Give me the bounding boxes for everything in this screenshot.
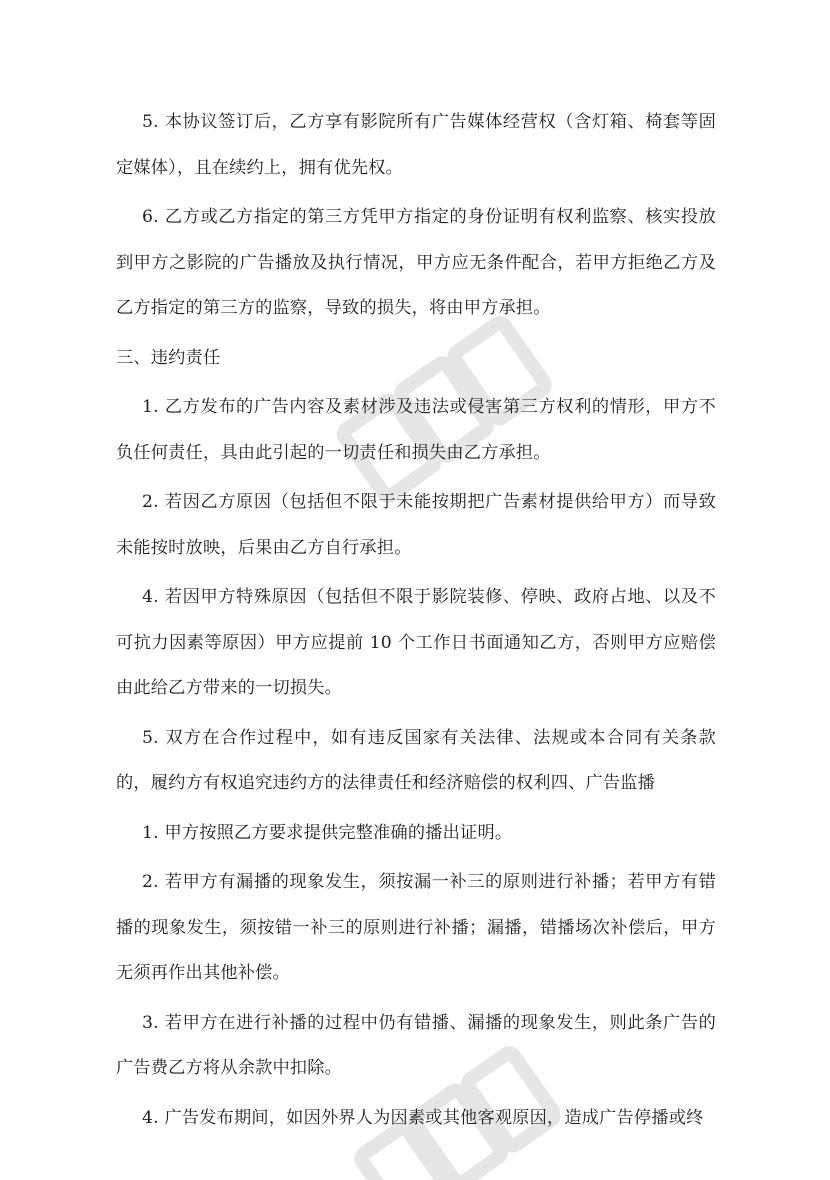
monitoring-clause-2: 2. 若甲方有漏播的现象发生，须按漏一补三的原则进行补播；若甲方有错播的现象发生，须按错一补三的原则进行补播；漏播，错播场次补偿后，甲方无须再作出其他补偿。 xyxy=(116,872,716,983)
breach-clause-1: 1. 乙方发布的广告内容及素材涉及违法或侵害第三方权利的情形，甲方不负任何责任，具由此引起的一切责任和损失由乙方承担。 xyxy=(116,397,716,463)
monitoring-clause-1: 1. 甲方按照乙方要求提供完整准确的播出证明。 xyxy=(142,822,513,843)
document-body xyxy=(116,100,716,1145)
section-heading-breach-liability: 三、违约责任 xyxy=(116,347,221,368)
clause-5-advertising-rights: 5. 本协议签订后，乙方享有影院所有广告媒体经营权（含灯箱、椅套等固定媒体），且在续约上，拥有优先权。 xyxy=(116,112,716,178)
monitoring-clause-4: 4. 广告发布期间，如因外界人为因素或其他客观原因，造成广告停播或终 xyxy=(142,1107,704,1128)
monitoring-clause-3: 3. 若甲方在进行补播的过程中仍有错播、漏播的现象发生，则此条广告的广告费乙方将从余款中扣除。 xyxy=(116,1012,716,1078)
breach-clause-4: 4. 若因甲方特殊原因（包括但不限于影院装修、停映、政府占地、以及不可抗力因素等原因）甲方应提前 10 个工作日书面通知乙方，否则甲方应赔偿由此给乙方带来的一切损失。 xyxy=(116,587,716,698)
breach-clause-5: 5. 双方在合作过程中，如有违反国家有关法律、法规或本合同有关条款的，履约方有权追究违约方的法律责任和经济赔偿的权利四、广告监播 xyxy=(116,727,716,793)
clause-6-supervision-rights: 6. 乙方或乙方指定的第三方凭甲方指定的身份证明有权利监察、核实投放到甲方之影院的广告播放及执行情况，甲方应无条件配合，若甲方拒绝乙方及乙方指定的第三方的监察，导致的损失，将由甲方承担。 xyxy=(116,207,716,318)
breach-clause-2: 2. 若因乙方原因（包括但不限于未能按期把广告素材提供给甲方）而导致未能按时放映，后果由乙方自行承担。 xyxy=(116,492,716,558)
